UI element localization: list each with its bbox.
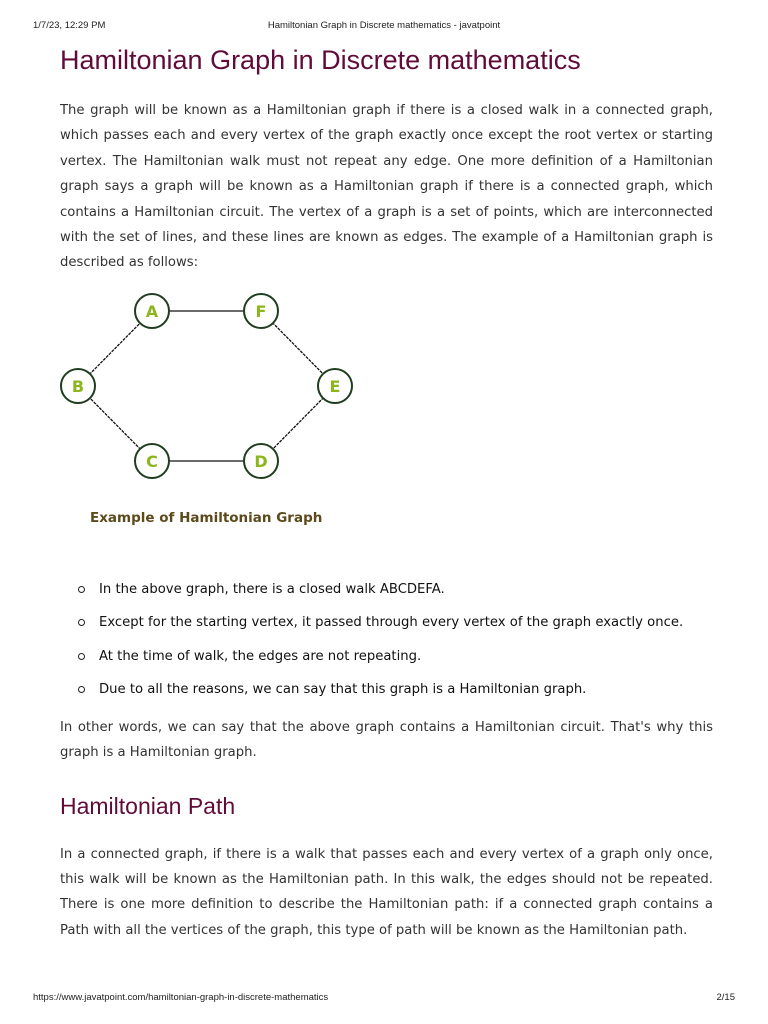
node-f: [244, 294, 278, 328]
circle-bullet-icon: [78, 586, 85, 593]
circle-bullet-icon: [78, 653, 85, 660]
node-a-label: A: [145, 301, 159, 321]
graph-diagram: [60, 286, 360, 501]
list-item-text: In the above graph, there is a closed walk ABCDEFA.: [99, 581, 445, 597]
node-d-label: D: [254, 451, 268, 471]
list-item: [60, 648, 713, 665]
list-item-text: At the time of walk, the edges are not repeating.: [99, 648, 422, 664]
circle-bullet-icon: [78, 619, 85, 626]
hamiltonian-graph-figure: [60, 286, 360, 531]
bullet-list: [60, 581, 713, 699]
summary-paragraph: In other words, we can say that the above graph contains a Hamiltonian circuit. That's why this graph is a Hamiltonian graph.: [60, 719, 713, 761]
hamiltonian-path-paragraph: In a connected graph, if there is a walk that passes each and every vertex of a graph only once, this walk will be known as the Hamiltonian path. In this walk, the edges should not be repeated. There is one more definition to describe the Hamiltonian path: if a connected graph contains a Path with all the vertices of the graph, this type of path will be known as the Hamiltonian path.: [60, 846, 713, 938]
circle-bullet-icon: [78, 686, 85, 693]
article-content: [60, 38, 713, 943]
list-item-text: Except for the starting vertex, it passed through every vertex of the graph exactly once.: [99, 615, 684, 631]
intro-paragraph: The graph will be known as a Hamiltonian graph if there is a closed walk in a connected graph, which passes each and every vertex of the graph exactly once except the root vertex or starting vertex. The Hamiltonian walk must not repeat any edge. One more definition of a Hamiltonian graph says a graph will be known as a Hamiltonian graph if there is a connected graph, which contains a Hamiltonian circuit. The vertex of a graph is a set of points, which are interconnected with the set of lines, and these lines are known as edges. The example of a Hamiltonian graph is described as follows:: [60, 103, 713, 271]
page-number: 2/15: [716, 992, 735, 1003]
node-c-label: C: [146, 451, 158, 471]
print-date: 1/7/23, 12:29 PM: [33, 20, 106, 31]
print-document-title: Hamiltonian Graph in Discrete mathematics - javatpoint: [267, 20, 501, 31]
list-item: [60, 614, 713, 631]
node-b: [61, 369, 95, 403]
page-url-link[interactable]: https://www.javatpoint.com/hamiltonian-graph-in-discrete-mathematics: [33, 992, 329, 1003]
node-e-label: E: [329, 376, 341, 396]
figure-caption: Example of Hamiltonian Graph: [90, 509, 323, 526]
node-c: [135, 444, 169, 478]
node-e: [318, 369, 352, 403]
node-a: [135, 294, 169, 328]
print-header: [0, 0, 768, 31]
node-f-label: F: [255, 301, 267, 321]
list-item: [60, 681, 713, 698]
node-b-label: B: [71, 376, 85, 396]
list-item: [60, 581, 713, 598]
node-d: [244, 444, 278, 478]
page-title: Hamiltonian Graph in Discrete mathematics: [60, 45, 581, 75]
section-heading: Hamiltonian Path: [60, 792, 236, 819]
list-item-text: Due to all the reasons, we can say that this graph is a Hamiltonian graph.: [99, 682, 587, 698]
